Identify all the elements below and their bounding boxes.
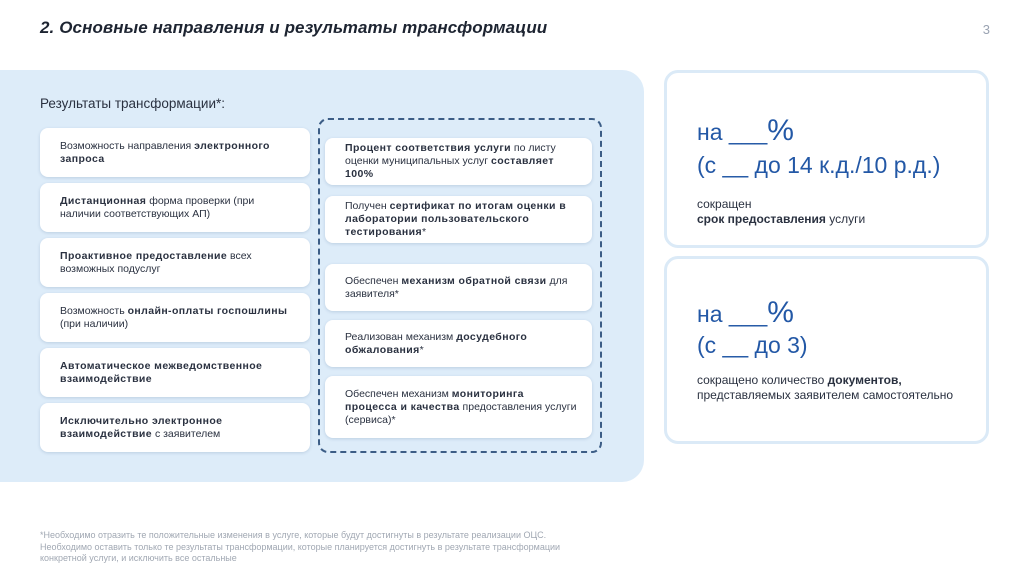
metric-desc-pre: сокращено количество (697, 373, 828, 387)
card-text-pre: Обеспечен механизм (345, 387, 452, 400)
card-text-bold: Процент соответствия услуги (345, 142, 511, 154)
footnote-line: конкретной услуги, и исключить все остальные (40, 553, 237, 563)
result-card-feedback (325, 264, 592, 311)
result-card-text (60, 360, 296, 386)
metric-value-line (697, 296, 794, 329)
card-text-post: по листу оценки муниципальных услуг (345, 142, 556, 167)
card-text-post: форма проверки (при наличии соответствующих АП) (60, 194, 255, 220)
footnote-line: *Необходимо отразить те положительные изменения в услуге, которые будут достигнуты в результате реализации ОЦС. (40, 530, 547, 540)
result-card-text (345, 331, 578, 357)
result-card-monitoring (325, 376, 592, 438)
card-text-bold: Автоматическое межведомственное взаимодействие (60, 359, 263, 385)
card-text-bold: механизм обратной связи (401, 274, 547, 287)
metric-percent-sign: % (767, 296, 794, 329)
result-card-text (60, 305, 296, 331)
metric-desc-bold: документов, (827, 373, 902, 387)
metric-description (697, 373, 987, 403)
card-text-bold: Исключительно электронное взаимодействие (60, 414, 223, 440)
result-card-text (345, 388, 578, 427)
result-card-text (345, 142, 578, 181)
footnote (40, 530, 640, 565)
page-number: 3 (982, 22, 990, 37)
slide-title: 2. Основные направления и результаты трансформации (40, 18, 548, 37)
metric-value-text: на ___ (697, 119, 768, 145)
card-text-bold: электронного запроса (60, 139, 270, 165)
result-card-compliance (325, 138, 592, 185)
result-card-text (60, 195, 296, 221)
card-text-post: всех возможных подуслуг (60, 249, 252, 275)
card-text-bold: Проактивное предоставление (60, 249, 228, 262)
metric-value-line (697, 114, 794, 147)
metric-percent-sign: % (767, 114, 794, 147)
card-text-post: для заявителя* (345, 274, 568, 300)
result-card-text (60, 415, 296, 441)
card-text-bold: сертификат по итогам оценки в лаборатории пользовательского тестирования (345, 200, 567, 238)
card-text-bold: досудебного обжалования (345, 330, 528, 356)
result-card-text (60, 140, 296, 166)
result-card-electronic-interaction (40, 403, 310, 452)
metric-box-term (664, 70, 989, 248)
result-card-certificate (325, 196, 592, 243)
card-text-bold: Дистанционная (60, 194, 147, 207)
card-text-pre: Реализован механизм (345, 330, 457, 343)
result-card-appeal (325, 320, 592, 367)
card-text-pre: Обеспечен (345, 274, 402, 287)
result-card-proactive (40, 238, 310, 287)
result-card-text (345, 200, 578, 239)
card-text-pre: Возможность направления (60, 139, 195, 152)
result-card-text (60, 250, 296, 276)
card-text-post: * (422, 226, 427, 238)
card-text-pre: Возможность (60, 304, 128, 317)
metric-desc-post: услуги (825, 212, 866, 226)
card-text-post: (при наличии) (60, 317, 129, 330)
result-card-remote-check (40, 183, 310, 232)
metric-box-documents (664, 256, 989, 444)
card-text-bold: составляет 100% (345, 155, 554, 180)
result-card-interagency (40, 348, 310, 397)
result-card-electronic-request (40, 128, 310, 177)
card-text-bold: мониторинга процесса и качества (345, 387, 524, 413)
results-heading: Результаты трансформации*: (40, 96, 225, 111)
card-text-pre: Получен (345, 200, 390, 212)
metric-desc-post: представляемых заявителем самостоятельно (697, 388, 954, 402)
metric-desc-pre: сокращен (697, 197, 752, 211)
metric-description (697, 197, 987, 227)
card-text-post: предоставления услуги (сервиса)* (345, 400, 577, 426)
result-card-online-payment (40, 293, 310, 342)
metric-range-line: (с __ до 3) (697, 332, 808, 358)
card-text-bold: онлайн-оплаты госпошлины (127, 304, 288, 317)
metric-desc-bold: срок предоставления (697, 212, 826, 226)
result-card-text (345, 275, 578, 301)
metric-range-line: (с __ до 14 к.д./10 р.д.) (697, 152, 941, 178)
card-text-post: * (419, 343, 424, 356)
metric-value-text: на ___ (697, 301, 768, 327)
footnote-line: Необходимо оставить только те результаты трансформации, которые планируется достигнуть в результате трансформации (40, 541, 561, 552)
card-text-post: с заявителем (152, 427, 221, 440)
